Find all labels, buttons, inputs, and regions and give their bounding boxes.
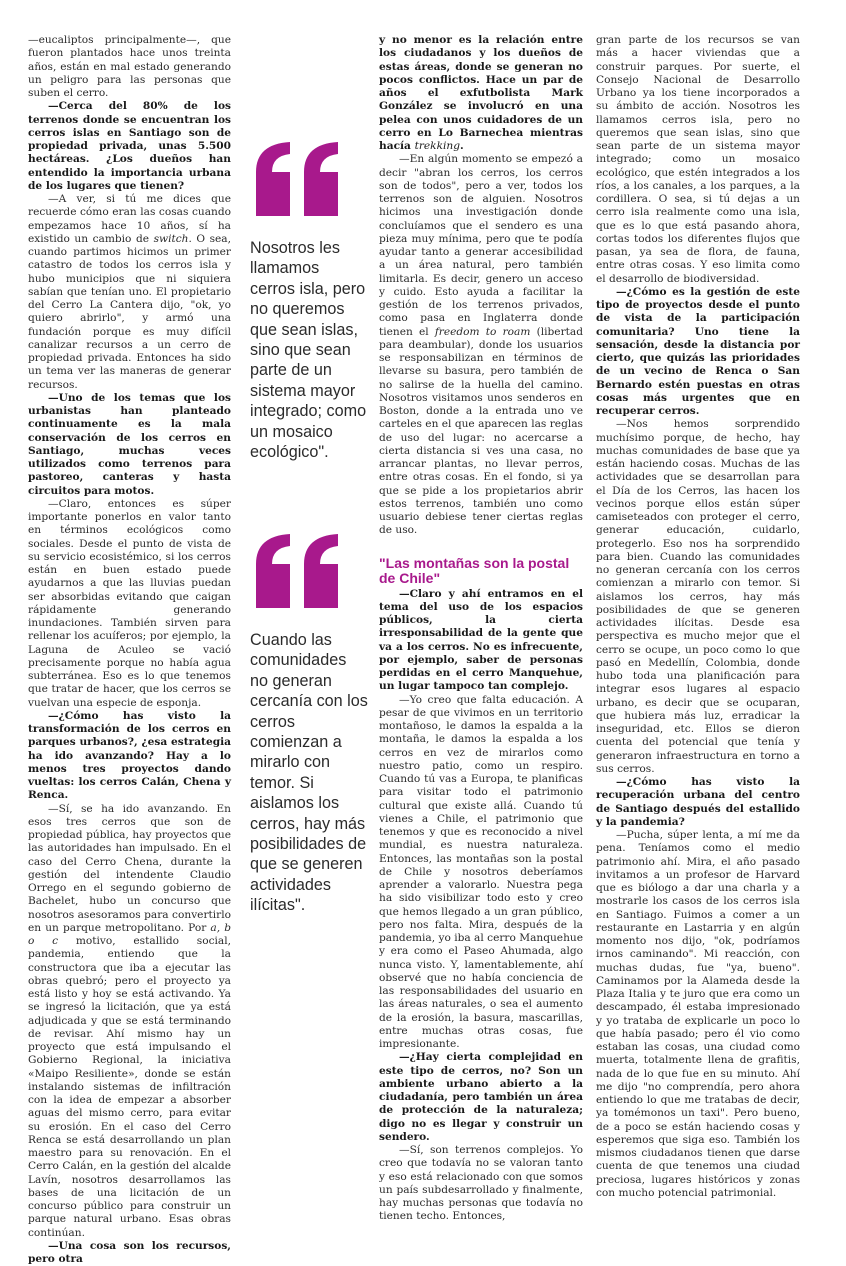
- answer-paragraph: —eucaliptos principalmente—, que fueron plantados hace unos treinta años, están en mal estado generando un peligro para las personas que suben el cerro.: [28, 34, 231, 99]
- question-paragraph: —¿Cómo has visto la recuperación urbana del centro de Santiago después del estallido y la pandemia?: [596, 776, 800, 828]
- section-subheading: "Las montañas son la postal de Chile": [379, 554, 570, 586]
- article-column-1: [28, 34, 231, 1266]
- answer-paragraph: —Yo creo que falta educación. A pesar de que vivimos en un territorio montañoso, le damos la espalda a la montaña, le damos la espalda a los cerros en vez de mirarlos como nuestro patio, como un respiro. Cuando tú vas a Europa, te planificas para visitar todo el patrimonio cultural que existe allá. Cuando tú vienes a Chile, el patrimonio que tenemos y que es reconocido a nivel mundial, es nuestra naturaleza. Entonces, las montañas son la postal de Chile y nosotros deberíamos aprender a valorarlo. Nuestra pega ha sido visibilizar todo esto y creo que hemos llegado a un gran público, pero nos falta. Mira, después de la pandemia, yo iba al cerro Manquehue y era como el Paseo Ahumada, algo nunca visto. Y, lamentablemente, ahí observé que no había conciencia de las responsabilidades del usuario en las áreas naturales, o sea el aumento de la erosión, la basura, mascarillas, entre muchas otras cosas, fue impresionante.: [379, 693, 583, 1050]
- pull-quote-text: Nosotros les llamamos cerros isla, pero no queremos que sean islas, sino que sean parte de un sistema mayor integrado; como un mosaico ecológico".: [250, 239, 367, 462]
- answer-paragraph: —Claro, entonces es súper importante ponerlos en valor tanto en términos ecológicos como sociales. Desde el punto de vista de su servicio ecosistémico, si los cerros están en buen estado puede ayudarnos a que las lluvias puedan ser absorbidas evitando que caigan rápidamente generando inundaciones. También sirven para rellenar los acuíferos; por ejemplo, la Laguna de Aculeo se vació precisamente porque no había agua subterránea. Eso es lo que tenemos que tratar de hacer, que los cerros se vuelvan una especie de esponja.: [28, 497, 231, 709]
- answer-paragraph: —A ver, si tú me dices que recuerde cómo eran las cosas cuando empezamos hace 10 años, sí ha existido un cambio de switch. O sea, cuando partimos hicimos un primer catastro de todos los cerros isla y hubo municipios que ni siquiera sabían que tenían uno. El propietario del Cerro La Cantera dijo, "ok, yo quiero abrirlo", y armó una fundación porque es muy difícil canalizar recursos a un cerro de propiedad privada. Entonces ha sido un tema ver las maneras de generar recursos.: [28, 193, 231, 391]
- question-paragraph: y no menor es la relación entre los ciudadanos y los dueños de estas áreas, donde se generan no pocos conflictos. Hace un par de años el exfutbolista Mark González se involucró en una pelea con unos cuidadores de un cerro en Lo Barnechea mientras hacía trekking.: [379, 34, 583, 152]
- question-paragraph: —¿Cómo es la gestión de este tipo de proyectos desde el punto de vista de la participación comunitaria? Uno tiene la sensación, desde la distancia por cierto, que quizás las prioridades de un vecino de Renca o San Bernardo estén puestas en otras cosas más urgentes que en recuperar cerros.: [596, 285, 800, 417]
- pull-quote-1: [250, 138, 368, 462]
- answer-paragraph: —Nos hemos sorprendido muchísimo porque, de hecho, hay muchas comunidades de base que ya están haciendo cosas. Muchas de las actividades que se desarrollan para el Día de los Cerros, las hacen los vecinos porque ellos están súper camiseteados con proteger el cerro, generar educación, cuidarlo, protegerlo. Eso nos ha sorprendido para bien. Cuando las comunidades no generan cercanía con los cerros comienzan a mirarlo con temor. Si aislamos los cerros, hay más posibilidades de que se generen actividades ilícitas. Desde esa perspectiva es mucho mejor que el cerro se ocupe, un poco como lo que pasó en Medellín, Colombia, donde hubo toda una planificación para integrar esos lugares al espacio urbano, es decir que se ocuparan, que hubiera más luz, erradicar la inseguridad, etc. Ellos se dieron cuenta del potencial que tenía y generaron infraestructura en torno a sus cerros.: [596, 418, 800, 775]
- quotation-mark-icon: [250, 530, 368, 620]
- article-column-4: [596, 34, 800, 1200]
- question-paragraph: —Claro y ahí entramos en el tema del uso de los espacios públicos, la cierta irresponsabilidad de la gente que va a los cerros. No es infrecuente, por ejemplo, saber de personas perdidas en el cerro Manquehue, un lugar tampoco tan complejo.: [379, 587, 583, 693]
- answer-paragraph: —Sí, son terrenos complejos. Yo creo que todavía no se valoran tanto y eso está relacionado con que somos un país subdesarrollado y finalmente, hay muchas personas que todavía no tienen techo. Entonces,: [379, 1144, 583, 1223]
- question-paragraph: —¿Cómo has visto la transformación de los cerros en parques urbanos?, ¿esa estrategia ha ido avanzando? Hay a lo menos tres proyectos dando vueltas: los cerros Calán, Chena y Renca.: [28, 709, 231, 802]
- question-paragraph: —Cerca del 80% de los terrenos donde se encuentran los cerros islas en Santiago son de propiedad privada, unas 5.500 hectáreas. ¿Los dueños han entendido la importancia urbana de los lugares que tienen?: [28, 100, 231, 192]
- pull-quote-text: Cuando las comunidades no generan cercanía con los cerros comienzan a mirarlo con temor. Si aislamos los cerros, hay más posibilidades de que se generen actividades ilícitas".: [250, 631, 368, 915]
- question-paragraph: —Uno de los temas que los urbanistas han planteado continuamente es la mala conservación de los cerros en Santiago, muchas veces utilizados como terrenos para pastoreo, canteras y hasta circuitos para motos.: [28, 391, 231, 497]
- question-paragraph: —¿Hay cierta complejidad en este tipo de cerros, no? Son un ambiente urbano abierto a la ciudadanía, pero también un área de protección de la naturaleza; digo no es llegar y construir un sendero.: [379, 1051, 583, 1143]
- answer-paragraph: —En algún momento se empezó a decir "abran los cerros, los cerros son de todos", pero a ver, todos los terrenos son de alguien. Nosotros hicimos una investigación donde concluíamos que el sendero es una pieza muy mínima, pero que te podía ayudar tanto a generar accesibilidad a un área natural, pero también limitarla. Es decir, genero un acceso y cuido. Esto ayuda a facilitar la gestión de los terrenos privados, como pasa en Inglaterra donde tienen el freedom to roam (libertad para deambular), donde los usuarios se responsabilizan en términos de llevarse su basura, pero también de no salirse de la huella del camino. Nosotros visitamos unos senderos en Boston, donde a la entrada uno ve carteles en el que aparecen las reglas de uso del lugar: no acercarse a cierta distancia si ves una casa, no arrancar plantas, no llevar perros, entre otras cosas. En el fondo, si ya que se pide a los propietarios abrir estos terrenos, también uno como usuario debiese tener ciertas reglas de uso.: [379, 153, 583, 537]
- answer-paragraph: gran parte de los recursos se van más a hacer viviendas que a construir parques. Por suerte, el Consejo Nacional de Desarrollo Urbano ya los tiene incorporados a su ámbito de acción. Nosotros les llamamos cerros isla, pero no queremos que sean islas, sino que sean parte de un sistema mayor integrado; como un mosaico ecológico, que estén integrados a los ríos, a los canales, a los parques, a la cordillera. O sea, si tú dejas a un cerro isla realmente como una isla, que es lo que está pasando ahora, cortas todos los diferentes flujos que pasan, ya sea de flora, de fauna, entre otras cosas. Y eso limita como el desarrollo de biodiversidad.: [596, 34, 800, 285]
- quotation-mark-icon: [250, 138, 368, 228]
- question-paragraph: —Una cosa son los recursos, pero otra: [28, 1239, 231, 1265]
- article-column-3: [379, 34, 583, 1224]
- answer-paragraph: —Pucha, súper lenta, a mí me da pena. Teníamos como el medio patrimonio ahí. Mira, el año pasado invitamos a un profesor de Harvard que es biólogo a dar una charla y a mostrarle los casos de los cerros isla en Santiago. Fuimos a comer a un restaurante en Lastarria y en algún momento nos dijo, "ok, podríamos irnos caminando". Mi reacción, con muchas dudas, fue "ya, bueno". Caminamos por la Alameda desde la Plaza Italia y te juro que era como un descampado, él estaba impresionado y yo trataba de explicarle un poco lo que había pasado; pero él vio como estaban las cosas, una ciudad como muerta, totalmente llena de grafitis, nada de lo que fue en su minuto. Ahí me dijo "no comprendía, pero ahora entiendo lo que me tratabas de decir, ya tomémonos un taxi". Pero bueno, de a poco se están haciendo cosas y esperemos que siga eso. También los mismos ciudadanos tienen que darse cuenta de que tenemos una ciudad preciosa, lugares históricos y zonas con mucho potencial patrimonial.: [596, 829, 800, 1199]
- pull-quote-2: [250, 530, 368, 916]
- answer-paragraph: —Sí, se ha ido avanzando. En esos tres cerros que son de propiedad pública, hay proyectos que las autoridades han impulsado. En el caso del Cerro Chena, durante la gestión del intendente Claudio Orrego en el segundo gobierno de Bachelet, hubo un concurso que nosotros asesoramos para convertirlo en un parque metropolitano. Por a, b o c motivo, estallido social, pandemia, entiendo que la constructora que iba a ejecutar las obras quebró; pero el proyecto ya está listo y hoy se está activando. Ya se ingresó la licitación, que ya está adjudicada y que se está terminando de revisar. Ahí mismo hay un proyecto que está impulsando el Gobierno Regional, la iniciativa «Maipo Resiliente», donde se están instalando sistemas de infiltración con la idea de empezar a absorber aguas del mismo cerro, para evitar su erosión. En el caso del Cerro Renca se está desarrollando un plan maestro para su renovación. En el Cerro Calán, en la gestión del alcalde Lavín, nosotros desarrollamos las bases de una licitación de un concurso público para construir un parque natural urbano. Esas obras continúan.: [28, 802, 231, 1239]
